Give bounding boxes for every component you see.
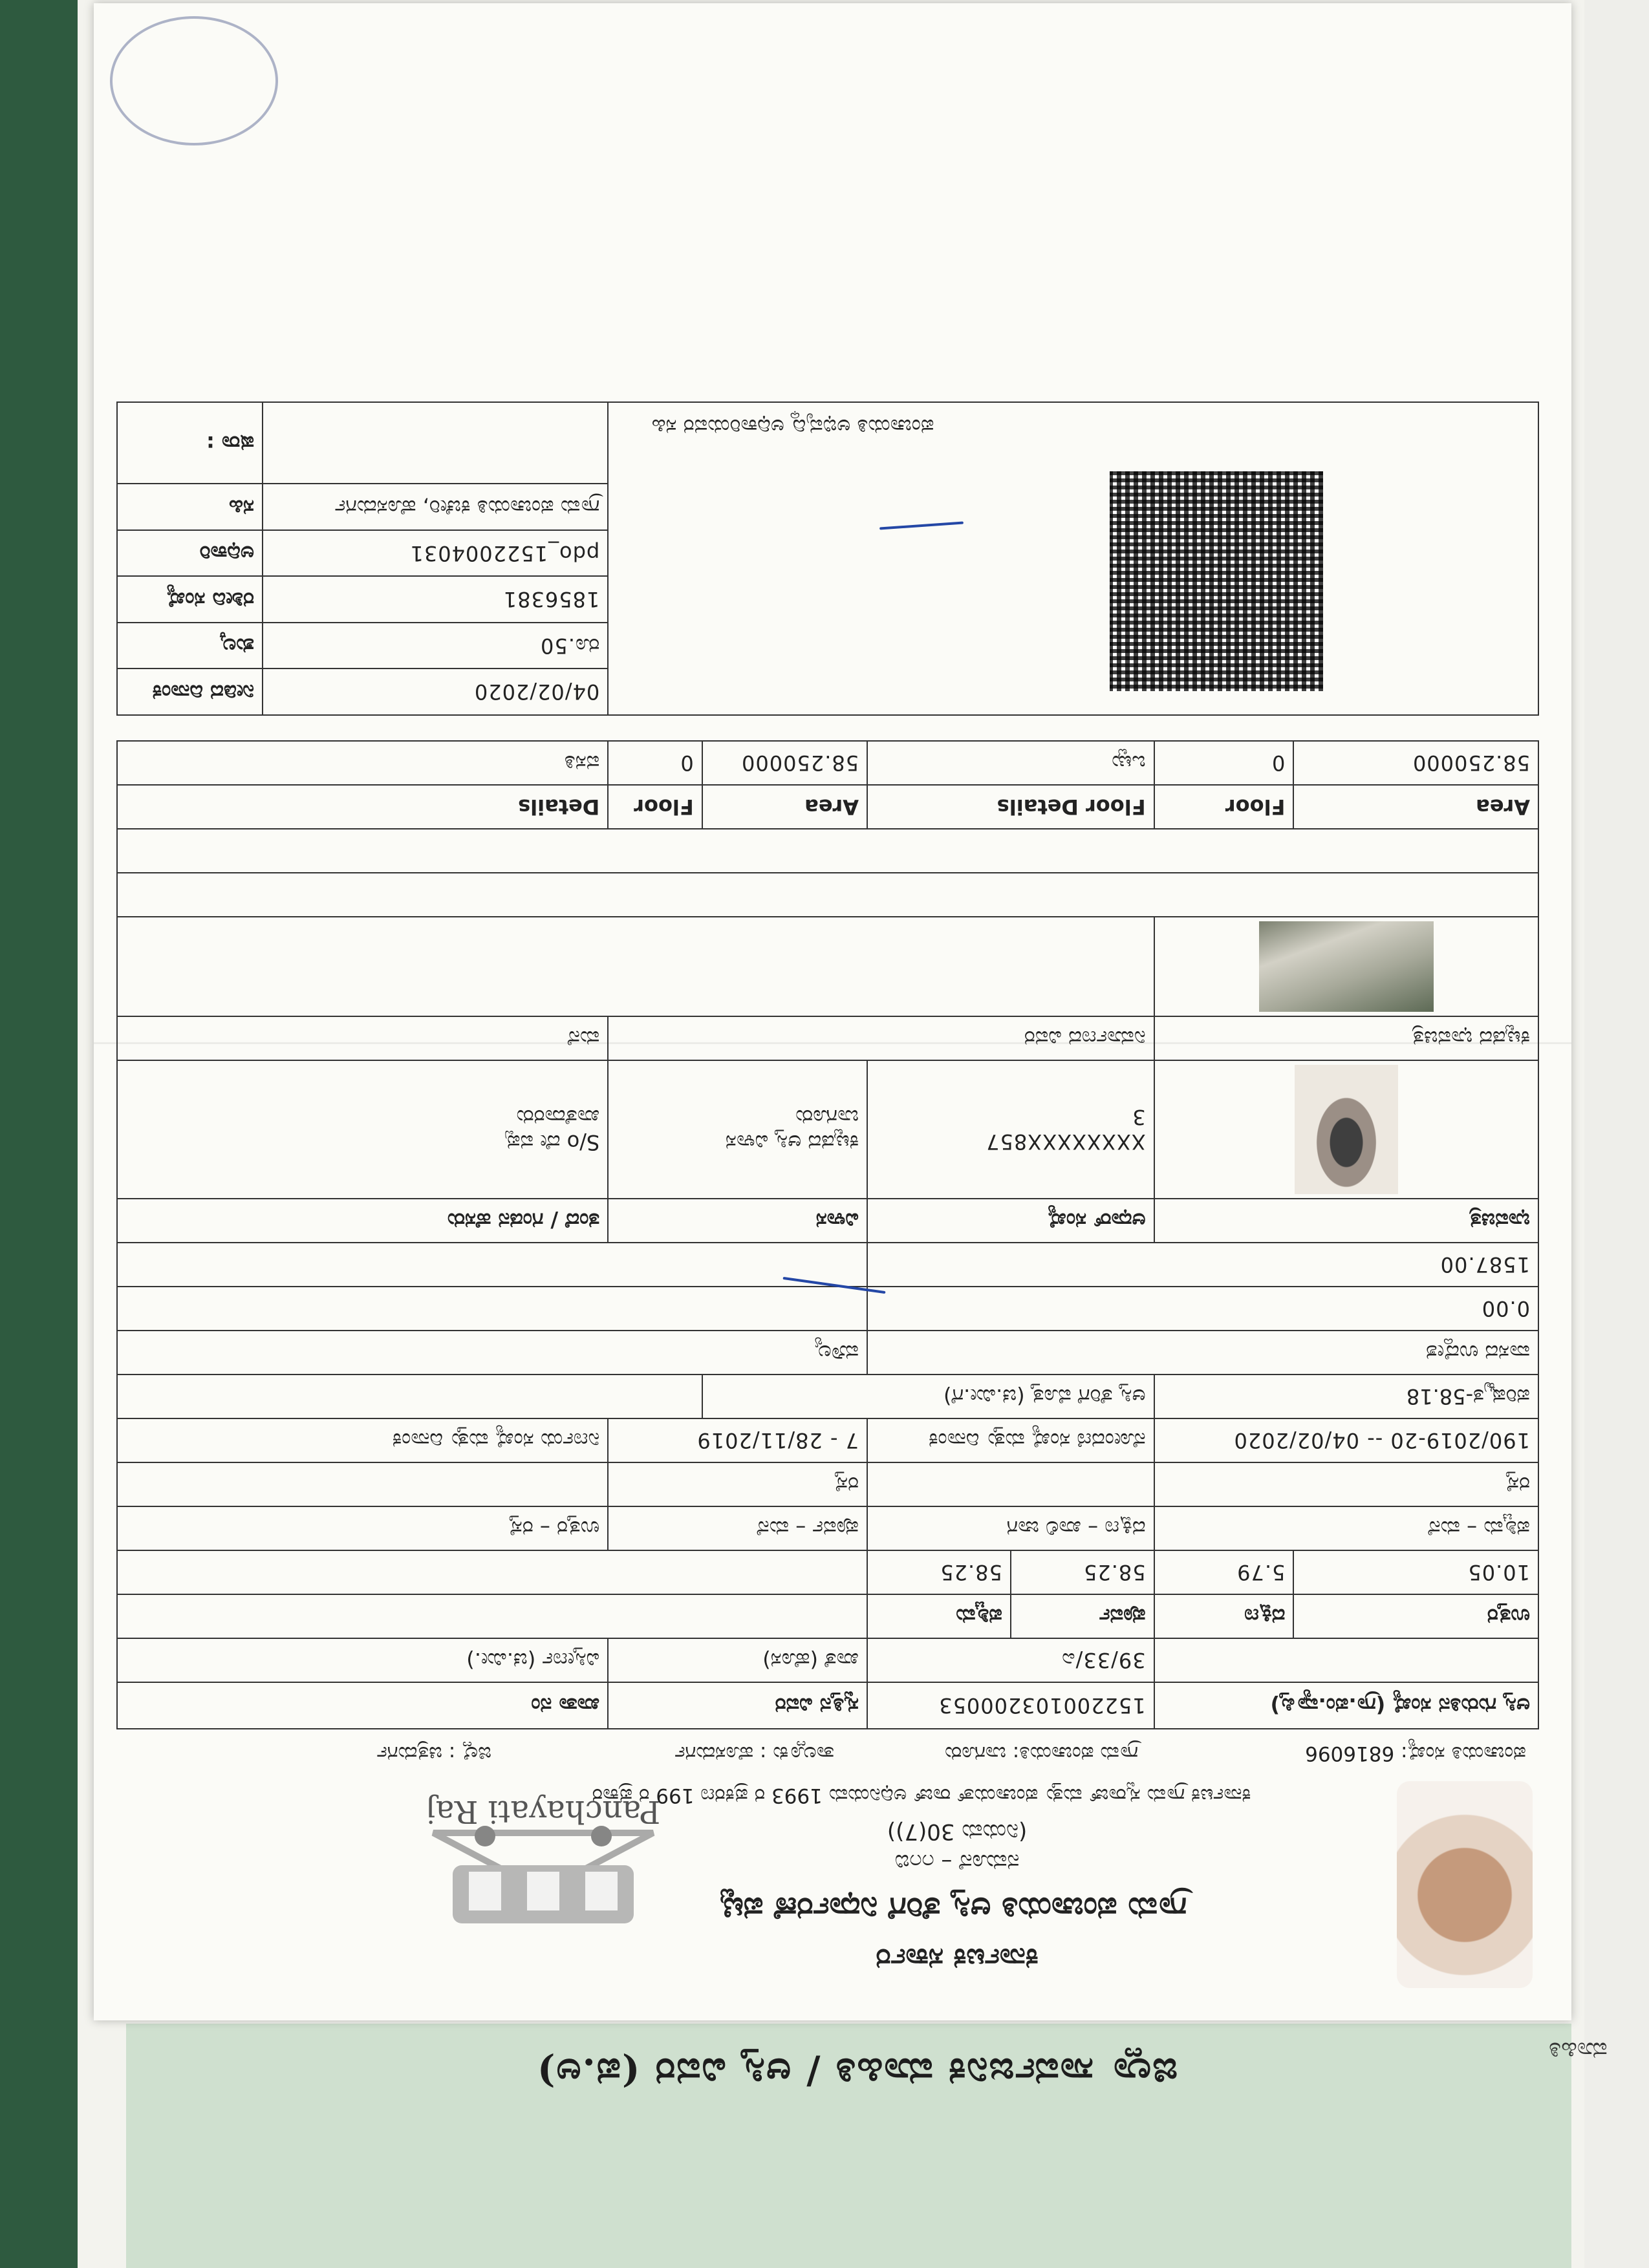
qr-code-icon (1110, 471, 1323, 691)
owner-relation: S/o ದೇ ವಪ್ಪ (505, 1130, 600, 1155)
pdo-id: pdo_1522004031 (263, 530, 608, 577)
area-total: 58.25 (1011, 1550, 1154, 1594)
receipt-label: ರಶೀದಿ ಸಂಖ್ಯೆ (117, 576, 263, 623)
area-width: 5.79 (1154, 1550, 1294, 1594)
road-label-cell: ರಸ್ತೆ (608, 1462, 867, 1506)
state-emblem-icon (1397, 1781, 1533, 1988)
boundary-east: ಪೂರ್ವ – ಮನೆ (608, 1506, 867, 1550)
tax-empty (117, 1375, 702, 1418)
floor-1-detail: ಒಟ್ಟು (867, 741, 1154, 785)
logo-caption: Panchayati Raj (426, 1793, 661, 1830)
folder-banner-title: ಜಿಲ್ಲಾ ಸಾರ್ವಜನಿಕ ಮಾಹಿತಿ / ಆಸ್ತಿ ವಿವರ (ಪ.ಅ) (535, 2050, 1178, 2095)
construction-spacer (117, 873, 1538, 917)
due-empty (117, 1287, 867, 1331)
aadhaar-number: XXXXXXXX857 (986, 1129, 1146, 1154)
government-title: ಕರ್ನಾಟಕ ಸರ್ಕಾರ (876, 1942, 1039, 1975)
issue-date: 04/02/2020 (263, 669, 608, 715)
owner-type: ಖಾತೆದಾರರು (516, 1105, 600, 1129)
boundary-north: ಉತ್ತರ – ರಸ್ತೆ (117, 1506, 608, 1550)
tax-value: ಪರಿಷ್ಕೃತ-58.18 (1154, 1375, 1538, 1418)
signature-office: ಗ್ರಾಮ ಪಂಚಾಯತಿ ಕಚೇರಿ, ಹೊಸದುರ್ಗ (263, 484, 608, 530)
qr-signature-block (608, 402, 1538, 715)
area-label: ವಿಸ್ತೀರ್ಣ (ಚ.ಮೀ.) (117, 1638, 608, 1682)
khata-cell (1154, 1638, 1538, 1682)
building-photo-label: ಕಟ್ಟಡದ ಭಾವಚಿತ್ರ (1154, 1016, 1538, 1060)
floor-details-header: Floor Details (867, 785, 1154, 829)
property-no-label: ಖಾತಾ ನಂ (117, 1682, 608, 1729)
form-header (129, 1736, 1539, 1995)
value-amount: 1587.00 (867, 1243, 1538, 1287)
panchayat-id-label (1305, 1741, 1526, 1765)
floor-area-header-2: Area (702, 785, 867, 829)
aadhaar-cell (867, 1060, 1154, 1199)
road-value: ರಸ್ತೆ (1154, 1462, 1538, 1506)
owner-photo (1295, 1065, 1398, 1194)
office-seal-icon (110, 16, 278, 145)
owner-address: ಕಟ್ಟಡದ ಆಸ್ತಿ ವಿಳಾಸ (725, 1130, 859, 1155)
section-gap (117, 715, 1538, 741)
owner-photo-cell (1154, 1060, 1538, 1199)
building-photo-cell (1154, 917, 1538, 1016)
south-header: ದಕ್ಷಿಣ (1154, 1594, 1294, 1638)
property-number: 39/33/ಎ (867, 1638, 1154, 1682)
form-11b (94, 3, 1571, 2020)
area-length: 58.25 (867, 1550, 1011, 1594)
boundary-west: ಪಶ್ಚಿಮ – ಮನೆ (1154, 1506, 1538, 1550)
aadhaar-suffix: 3 (1132, 1105, 1146, 1129)
gram-panchayat: ಗ್ರಾಮ ಪಂಚಾಯತಿ: ಬಾಗೂರು (945, 1742, 1138, 1765)
panchayat-id-caption: ಪಂಚಾಯತಿ ಸಂಖ್ಯೆ: (1401, 1742, 1526, 1765)
property-id-label: ಆಸ್ತಿ ಗುರುತಿನ ಸಂಖ್ಯೆ (ಗ್ರಾ.ಪಂ.ವ್ಯಾಪ್ತಿ) (1154, 1682, 1538, 1729)
register-label: ನೋಂದಣಿ ಸಂಖ್ಯೆ ಮತ್ತು ದಿನಾಂಕ (867, 1418, 1154, 1462)
east-header: ಪೂರ್ವ (1011, 1594, 1154, 1638)
panchayat-id-value: 6816096 (1305, 1742, 1395, 1765)
photo-header: ಭಾವಚಿತ್ರ (1154, 1199, 1538, 1243)
land-use: ಮನೆ (117, 1016, 608, 1060)
remarks-label: ಷರಾ : (117, 402, 263, 484)
owner-village: ಬಾಗೂರು (795, 1105, 859, 1129)
floor-area-header: Area (1293, 785, 1538, 829)
tax-label: ಆಸ್ತಿ ತೆರಿಗೆ ಮೊತ್ತ (ಚ.ಮೀ.ಗೆ) (702, 1375, 1154, 1418)
value-label: ಮೌಲ್ಯ (117, 1331, 867, 1375)
floor-no-header: Floor (1154, 785, 1294, 829)
signature-label: ಸಹಿ (117, 484, 263, 530)
qr-block (616, 407, 1530, 711)
property-table (116, 401, 1539, 1729)
act-reference: ಕರ್ನಾಟಕ ಗ್ರಾಮ ಸ್ವರಾಜ್ ಮತ್ತು ಪಂಚಾಯತ್ ರಾಜ್ ಅಧಿನಿಯಮ 1993 ರ ಪ್ರಕರಣ 199 ರ ಪ್ರಕಾರ (592, 1784, 1251, 1807)
west-header: ಪಶ್ಚಿಮ (867, 1594, 1011, 1638)
area-extra: 10.05 (1293, 1550, 1538, 1594)
register-value: 190/2019-20 -- 04/02/2020 (1154, 1418, 1538, 1462)
document-page (94, 3, 1571, 2020)
aadhaar-header: ಆಧಾರ್ ಸಂಖ್ಯೆ (867, 1199, 1154, 1243)
address-cell (608, 1060, 867, 1199)
floor-0-area: 58.250000 (702, 741, 867, 785)
issue-date-label: ನೀಡಿದ ದಿನಾಂಕ (117, 669, 263, 715)
dimension-header-spacer (117, 1594, 867, 1638)
road-empty-2 (117, 1462, 608, 1506)
dimension-spacer (117, 1550, 867, 1594)
fee: ರೂ.50 (263, 623, 608, 669)
floor-no-header-2: Floor (608, 785, 702, 829)
district: ಜಿಲ್ಲೆ : ಚಿತ್ರದುರ್ಗ (376, 1742, 491, 1765)
folder-banner-side-label: ಮಾಹಿತಿ (1549, 2037, 1608, 2064)
floor-0-detail: ವಸತಿ (117, 741, 608, 785)
boundary-south: ದಕ್ಷಿಣ – ಖಾಲಿ ಜಾಗ (867, 1506, 1154, 1550)
property-id-value: 152200103200053 (867, 1682, 1154, 1729)
use-type: ವಾಸದ ಉದ್ದೇಶ (867, 1331, 1538, 1375)
building-empty (117, 917, 1154, 1016)
address-header: ವಿಳಾಸ (608, 1199, 867, 1243)
floor-1-area: 58.250000 (1293, 741, 1538, 785)
relation-header: ತಂದೆ / ಗಂಡನ ಹೆಸರು (117, 1199, 608, 1243)
building-photo (1259, 921, 1434, 1012)
value-empty (117, 1243, 867, 1287)
seal-note: ಪಂಚಾಯತಿ ಅಭಿವೃದ್ಧಿ ಅಧಿಕಾರಿಯವರ ಸಹಿ (651, 414, 934, 439)
floor-1-no: 0 (1154, 741, 1294, 785)
taluk: ತಾಲ್ಲೂಕು : ಹೊಸದುರ್ಗ (674, 1742, 834, 1765)
resolution-label: ನಿರ್ಣಯ ಸಂಖ್ಯೆ ಮತ್ತು ದಿನಾಂಕ (117, 1418, 608, 1462)
construction-spacer-2 (117, 829, 1538, 873)
form-title: ಗ್ರಾಮ ಪಂಚಾಯತಿ ಆಸ್ತಿ ತೆರಿಗೆ ನಿರ್ಧಾರಣೆ ಪಟ್ಟಿ (720, 1890, 1187, 1927)
details-header: Details (117, 785, 608, 829)
resolution-value: 7 - 28/11/2019 (608, 1418, 867, 1462)
construction-label: ನಿರ್ಮಾಣದ ವಿವರ (608, 1016, 1154, 1060)
rule-reference: (ನಿಯಮ 30(7)) (887, 1819, 1028, 1845)
north-header: ಉತ್ತರ (1293, 1594, 1538, 1638)
due-amount: 0.00 (867, 1287, 1538, 1331)
property-desc-label: ಸ್ವತ್ತಿನ ವಿವರ (608, 1682, 867, 1729)
road-empty (867, 1462, 1154, 1506)
receipt-number: 1856381 (263, 576, 608, 623)
relation-cell (117, 1060, 608, 1199)
khata-type: ಖಾತೆ (ಹೊಸ) (608, 1638, 867, 1682)
fee-label: ಶುಲ್ಕ (117, 623, 263, 669)
form-number: ನಮೂನೆ – ೧೧ಬಿ (894, 1849, 1020, 1875)
pdo-label: ಅಧಿಕಾರಿ (117, 530, 263, 577)
floor-0-no: 0 (608, 741, 702, 785)
